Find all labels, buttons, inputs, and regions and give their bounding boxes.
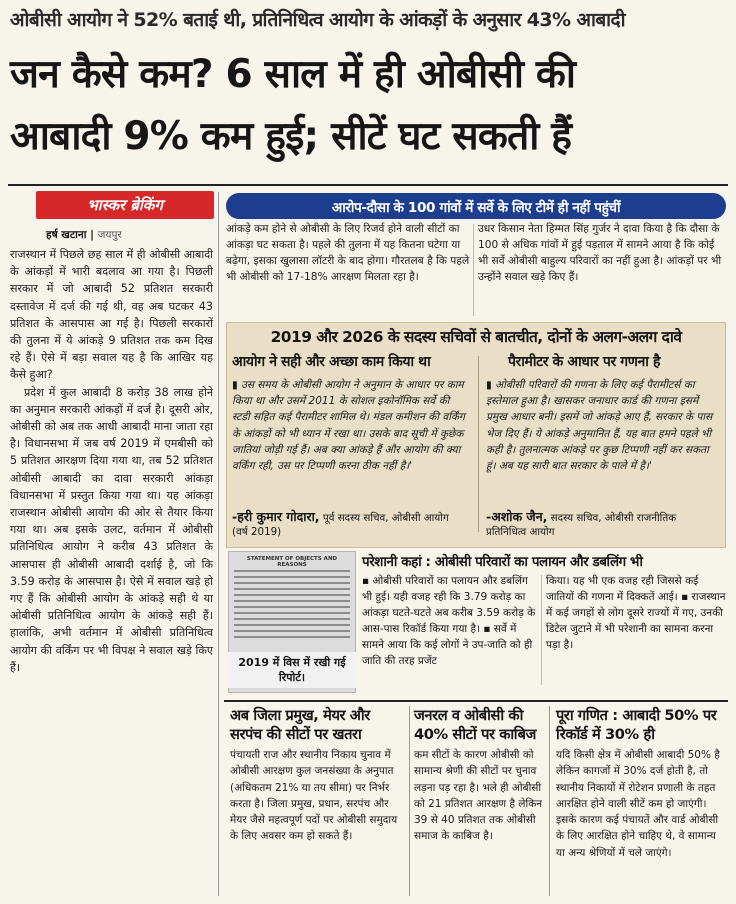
- intro-left-text: आंकड़े कम होने से ओबीसी के लिए रिजर्व होने वाली सीटों का आंकड़ा घट सकता है। पहले की तुलना में यह कितना घटेगा या बढ़ेगा, इसका खुलासा लॉटरी के बाद होगा। गौरतलब है कि पहले भी ओबीसी को 17-18% आरक्षण मिलता रहा है।: [226, 223, 470, 283]
- panel-right-heading: पैरामीटर के आधार पर गणना है: [508, 354, 660, 370]
- document-line: [234, 582, 350, 584]
- left-speaker-name: -हरी कुमार गोदारा,: [232, 509, 320, 524]
- right-speaker-role-2: प्रतिनिधित्व आयोग: [486, 526, 555, 538]
- document-caption: 2019 में विस में रखी गई रिपोर्ट।: [228, 652, 356, 688]
- document-heading: STATEMENT OF OBJECTS AND REASONS: [246, 556, 338, 568]
- left-column-body: [10, 246, 213, 676]
- panel-title: 2019 और 2026 के सदस्य सचिवों से बातचीत, दोनों के अलग-अलग दावे: [270, 328, 682, 346]
- document-line: [234, 636, 350, 638]
- bottom-title-3: पूरा गणित : आबादी 50% पर रिकॉर्ड में 30% ही: [556, 707, 717, 743]
- bottom-body-2: कम सीटों के कारण ओबीसी को सामान्य श्रेणी की सीटों पर चुनाव लड़ना पड़ रहा है। भले ही ओबीसी को 21 प्रतिशत आरक्षण है लेकिन 39 से 40 प्रतिशत तक ओबीसी समाज के काबिज है।: [414, 749, 543, 843]
- bottom-body-3: यदि किसी क्षेत्र में ओबीसी आबादी 50% है लेकिन कागजों में 30% दर्ज होती है, तो स्थानीय निकायों में रोटेशन प्रणाली के तहत आरक्षित होने वाली सीटें कम हो जाएंगी। इसके कारण कई पंचायतें और वार्ड ओबीसी के लिए आरक्षित होने चाहिए थे, वे सामान्य या अन्य श्रेणियों में चले जाएंगे।: [556, 749, 720, 859]
- document-line: [234, 594, 350, 596]
- document-line: [234, 588, 350, 590]
- left-speaker-year: (वर्ष 2019): [232, 526, 282, 538]
- bottom-divider: [224, 700, 728, 702]
- left-paragraph-2: प्रदेश में कुल आबादी 8 करोड़ 38 लाख होने का अनुमान सरकारी आंकड़ों में दर्ज है। दूसरी ओर, ओबीसी को अब तक आधी आबादी माना जाता रहा है। विधानसभा में जब वर्ष 2019 में एमबीसी को 5 प्रतिशत आरक्षण दिया गया था, तब 52 प्रतिशत ओबीसी आबादी का दावा सरकारी आंकड़ा विधानसभा में प्रस्तुत किया गया था। यह आंकड़ा राजस्थान ओबीसी आयोग की ओर से तैयार किया गया था। अब इसके उलट, वर्तमान में ओबीसी प्रतिनिधित्व आयोग ने करीब 43 प्रतिशत के आसपास ही ओबीसी आबादी दर्शाई है, जो कि 3.59 करोड़ के आसपास है। ऐसे में सवाल खड़े हो गए हैं कि ओबीसी आयोग के आंकड़े सही थे या ओबीसी प्रतिनिधित्व आयोग के आंकड़े सही हैं। हालांकि, अभी वर्तमान में ओबीसी प्रतिनिधित्व आयोग की वर्किंग पर भी विपक्ष ने सवाल खड़े किए हैं।: [10, 385, 213, 674]
- panel-right-attribution: [486, 510, 676, 539]
- bottom-title-1: अब जिला प्रमुख, मेयर और सरपंच की सीटों पर खतरा: [230, 707, 370, 743]
- brand-label: भास्कर ब्रेकिंग: [87, 196, 163, 214]
- main-headline-line-1: जन कैसे कम? 6 साल में ही ओबीसी की: [10, 52, 576, 97]
- right-speaker-role: सदस्य सचिव, ओबीसी राजनीतिक: [550, 512, 677, 524]
- intro-divider: [473, 224, 474, 316]
- problem-divider: [541, 575, 542, 685]
- document-line: [234, 606, 350, 608]
- panel-left-quote: ▮ उस समय के ओबीसी आयोग ने अनुमान के आधार पर काम किया था और उसमें 2011 के सोशल इकोनॉमिक सर्वे की स्टडी सहित कई पैरामीटर शामिल थे। मंडल कमीशन की वर्किंग के आंकड़ों को भी ध्यान में रखा था। उसके बाद सूची में कुछेक जातियां जोड़ी गई हैं। अब क्या आंकड़े हैं और आयोग की क्या वर्किंग रही, उस पर टिप्पणी करना ठीक नहीं है।': [232, 379, 465, 473]
- byline-city: जयपुर: [97, 229, 122, 241]
- document-line: [234, 630, 350, 632]
- document-line: [234, 600, 350, 602]
- right-speaker-name: -अशोक जैन,: [486, 509, 548, 524]
- panel-left-attribution: [232, 510, 449, 539]
- intro-right-text: उधर किसान नेता हिम्मत सिंह गुर्जर ने दावा किया है कि दौसा के 100 से अधिक गांवों में हुई पड़ताल में सामने आया है कि कोई भी सर्वे ओबीसी बाहुल्य परिवारों का नहीं हुआ है। आंकड़ों पर भी उन्होंने सवाल खड़े किए हैं।: [478, 223, 722, 283]
- bottom-column-divider: [409, 706, 410, 896]
- left-paragraph-1: राजस्थान में पिछले छह साल में ही ओबीसी आबादी के आंकड़ों में भारी बदलाव आ गया है। पिछली सरकार में जो आबादी 52 प्रतिशत सरकारी दस्तावेज में दर्ज की गई थी, वह अब घटकर 43 प्रतिशत के आसपास आ गई है। पिछली सरकारों की तुलना में ये आंकड़े 9 प्रतिशत तक कम दिख रहे हैं। ऐसे में बड़ा सवाल यह है कि आखिर यह कैसे हुआ?: [10, 248, 213, 382]
- document-line: [234, 624, 350, 626]
- panel-left-heading: आयोग ने सही और अच्छा काम किया था: [232, 354, 431, 370]
- main-headline-line-2: आबादी 9% कम हुई; सीटें घट सकती हैं: [10, 114, 572, 159]
- document-line: [234, 570, 350, 572]
- panel-divider: [478, 356, 479, 532]
- bottom-column-divider: [549, 706, 550, 896]
- byline: हर्ष खटाना | जयपुर: [46, 229, 122, 241]
- problem-title: परेशानी कहां : ओबीसी परिवारों का पलायन और डबलिंग भी: [362, 555, 643, 570]
- byline-author: हर्ष खटाना: [46, 229, 87, 241]
- panel-right-quote: ▮ ओबीसी परिवारों की गणना के लिए कई पैरामीटर्स का इस्तेमाल हुआ है। खासकर जनाधार कार्ड की गणना इसमें प्रमुख आधार बनी। इसमें जो आंकड़े आए हैं, सरकार के पास भेज दिए हैं। ये आंकड़े अनुमानित हैं, यह बात हमने पहले भी कही है। तुलनात्मक आंकड़े पर कुछ टिप्पणी नहीं कर सकता हूं। अब यह सारी बात सरकार के पाले में है।': [486, 379, 713, 473]
- brand-badge: [36, 191, 214, 219]
- document-line: [234, 612, 350, 614]
- allegation-banner: आरोप-दौसा के 100 गांवों में सर्वे के लिए टीमें ही नहीं पहुंचीं: [226, 193, 726, 219]
- kicker-headline: ओबीसी आयोग ने 52% बताई थी, प्रतिनिधित्व आयोग के आंकड़ों के अनुसार 43% आबादी: [10, 9, 625, 31]
- column-divider: [218, 192, 219, 896]
- document-line: [234, 576, 350, 578]
- bottom-title-2: जनरल व ओबीसी की 40% सीटों पर काबिज: [414, 707, 536, 743]
- left-speaker-role: पूर्व सदस्य सचिव, ओबीसी आयोग: [322, 512, 449, 524]
- problem-right-text: किया। यह भी एक वजह रही जिससे कई जातियों की गणना में दिक्कतें आई। ▪ राजस्थान में कई जगहों से लोग दूसरे राज्यों में गए, उनकी डिटेल जुटाने में भी परेशानी का सामना करना पड़ा है।: [546, 575, 726, 651]
- top-divider: [8, 184, 728, 186]
- document-line: [234, 618, 350, 620]
- bottom-body-1: पंचायती राज और स्थानीय निकाय चुनाव में ओबीसी आरक्षण कुल जनसंख्या के अनुपात (अधिकतम 21% या तय सीमा) पर निर्भर करता है। जिला प्रमुख, प्रधान, सरपंच और मेयर जैसे महत्वपूर्ण पदों पर ओबीसी समुदाय के लिए अवसर कम हो सकते हैं।: [230, 749, 398, 843]
- problem-left-text: ▪ ओबीसी परिवारों का पलायन और डबलिंग भी हुई। यही वजह रही कि 3.79 करोड़ का आंकड़ा घटते-घटते अब करीब 3.59 करोड़ के आस-पास रिकॉर्ड किया गया है। ▪ सर्वे में सामने आया कि कई लोगों ने उप-जाति को ही जाति की तरह प्रजेंट: [362, 575, 536, 667]
